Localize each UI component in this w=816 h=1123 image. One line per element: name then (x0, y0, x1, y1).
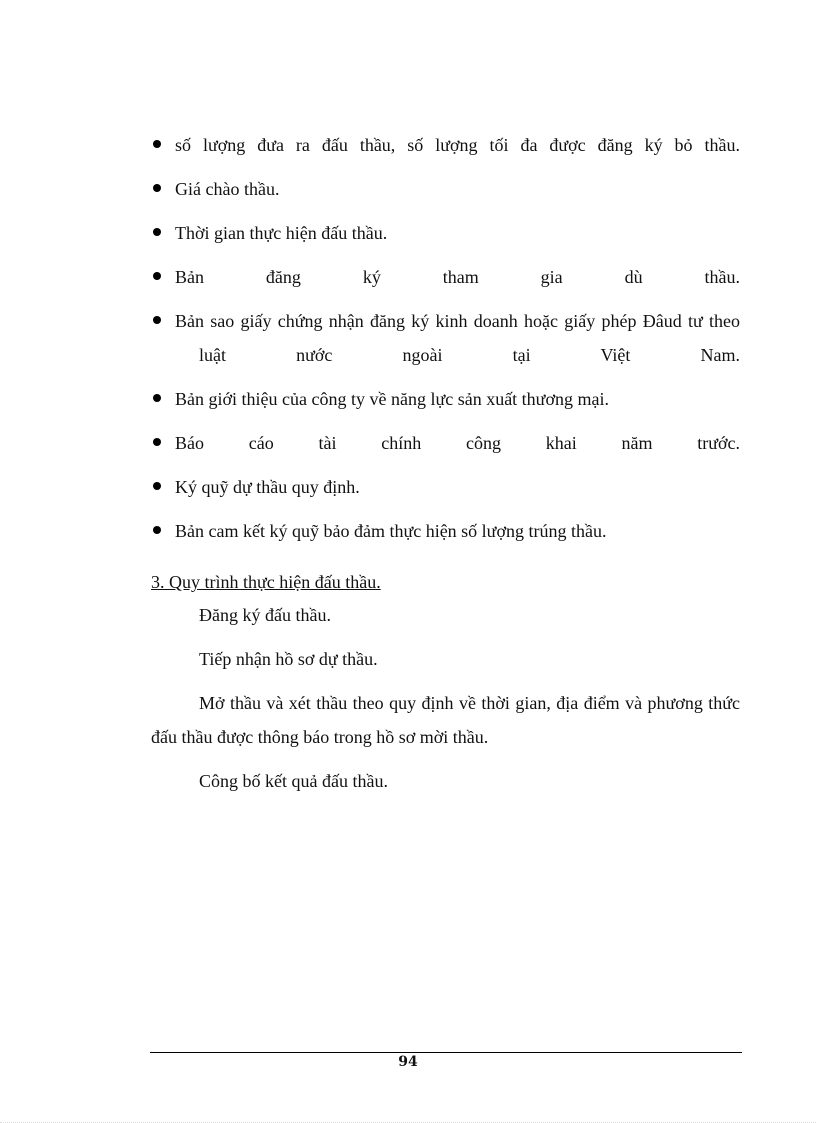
bullet-icon (153, 482, 161, 490)
list-item (151, 514, 740, 548)
list-item-text: số lượng đưa ra đấu thầu, số lượng tối đa được đăng ký bỏ thầu. (175, 135, 740, 155)
section-heading: 3. Quy trình thực hiện đấu thầu. (151, 572, 381, 592)
list-item (151, 128, 740, 162)
list-item-text: Bản đăng ký tham gia dù thầu. (175, 267, 740, 287)
footer-divider (150, 1052, 742, 1053)
list-item (151, 216, 740, 250)
bullet-icon (153, 228, 161, 236)
list-item (151, 426, 740, 460)
step-paragraph: Mở thầu và xét thầu theo quy định về thời gian, địa điểm và phương thức đấu thầu được thông báo trong hồ sơ mời thầu. (151, 693, 740, 747)
list-item-text: Ký quỹ dự thầu quy định. (175, 477, 360, 497)
step-paragraph: Công bố kết quả đấu thầu. (199, 771, 388, 791)
bullet-icon (153, 140, 161, 148)
requirements-list (151, 128, 740, 558)
list-item (151, 304, 740, 372)
bullet-icon (153, 316, 161, 324)
list-item-text: Báo cáo tài chính công khai năm trước. (175, 433, 740, 453)
list-item (151, 172, 740, 206)
page-number: 94 (398, 1054, 418, 1070)
procedure-steps (151, 598, 740, 808)
bullet-icon (153, 272, 161, 280)
list-item-text: Bản cam kết ký quỹ bảo đảm thực hiện số lượng trúng thầu. (175, 521, 607, 541)
bullet-icon (153, 394, 161, 402)
list-item (151, 382, 740, 416)
step-paragraph: Đăng ký đấu thầu. (199, 605, 331, 625)
list-item (151, 260, 740, 294)
bullet-icon (153, 526, 161, 534)
list-item (151, 470, 740, 504)
list-item-text: Bản giới thiệu của công ty về năng lực sản xuất thương mại. (175, 389, 609, 409)
bullet-icon (153, 438, 161, 446)
step-paragraph: Tiếp nhận hồ sơ dự thầu. (199, 649, 378, 669)
bullet-icon (153, 184, 161, 192)
list-item-text: Giá chào thầu. (175, 179, 280, 199)
list-item-text: Thời gian thực hiện đấu thầu. (175, 223, 388, 243)
list-item-text-continued: luật nước ngoài tại Việt Nam. (199, 345, 740, 365)
list-item-text: Bản sao giấy chứng nhận đăng ký kinh doanh hoặc giấy phép Đâud tư theo (175, 311, 740, 331)
